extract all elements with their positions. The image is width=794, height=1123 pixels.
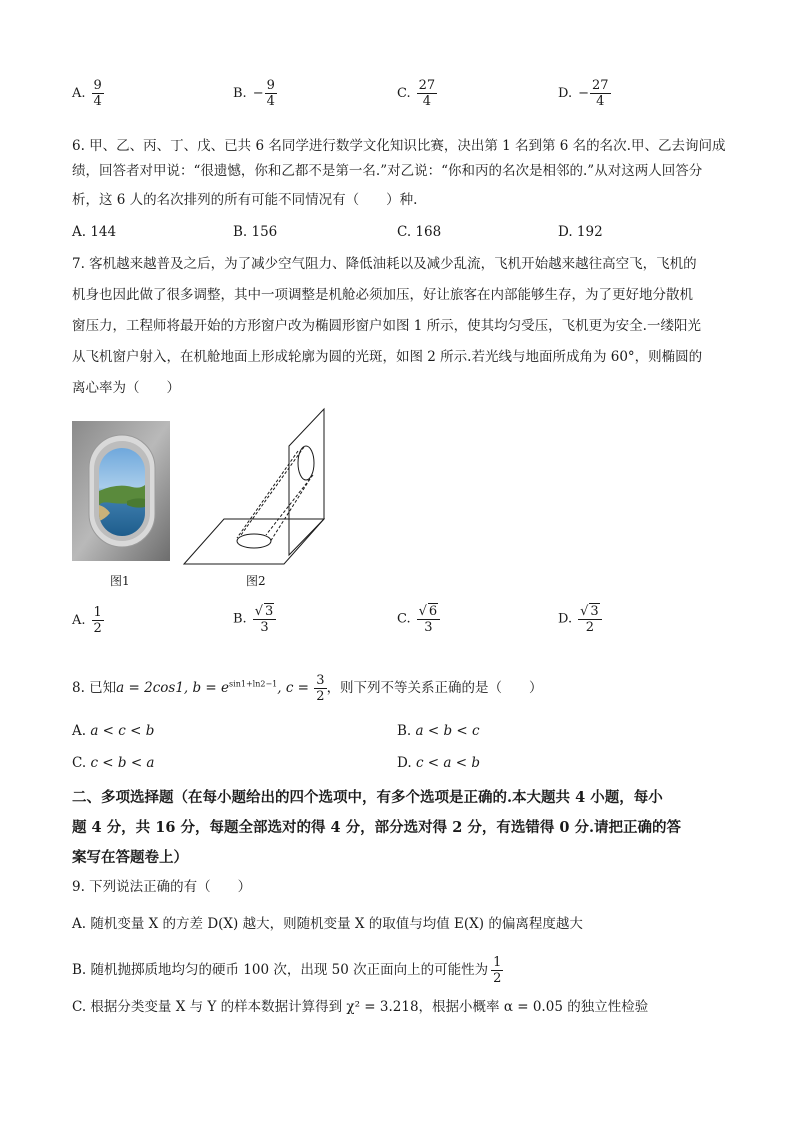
q7-line-2: 机身也因此做了很多调整，其中一项调整是机舱必须加压，好让旅客在内部能够生存，为了更好地分散机	[72, 287, 693, 303]
q6-line-2: 绩，回答者对甲说：“很遗憾，你和乙都不是第一名.”对乙说：“你和丙的名次是相邻的.”从对这两人回答分	[72, 163, 703, 179]
q5-option-a: A. $\frac{9}{4}$	[72, 78, 102, 109]
q6-option-a: A. 144	[72, 224, 117, 240]
q6-option-c: C. 168	[397, 224, 442, 240]
figure-1-airplane-window	[72, 421, 170, 561]
q6-line-3: 析，这 6 人的名次排列的所有可能不同情况有（ ）种.	[72, 192, 418, 208]
q5-option-c: C. $\frac{27}{4}$	[397, 78, 436, 109]
q7-line-4: 从飞机窗户射入，在机舱地面上形成轮廓为圆的光斑，如图 2 所示.若光线与地面所成角为 60°，则椭圆的	[72, 349, 703, 365]
q7-option-b: B. $\frac{√ 3}{3}$	[233, 603, 276, 635]
q9-option-a: A. 随机变量 X 的方差 D(X) 越大，则随机变量 X 的取值与均值 E(X) 的偏离程度越大	[72, 916, 583, 932]
q7-line-5: 离心率为（ ）	[72, 380, 180, 396]
q9-stem: 9. 下列说法正确的有（ ）	[72, 879, 252, 895]
section-2-heading-line-2: 题 4 分，共 16 分，每题全部选对的得 4 分，部分选对得 2 分，有选错得 0 分.请把正确的答	[72, 819, 682, 836]
q8-option-a: A. a < c < b	[72, 723, 155, 739]
section-2-heading-line-3: 案写在答题卷上）	[72, 849, 188, 866]
q8-option-d: D. c < a < b	[397, 755, 480, 771]
figure-2-caption: 图2	[246, 574, 266, 588]
q5-option-d: D. − $\frac{27}{4}$	[558, 78, 609, 109]
figure-1-caption: 图1	[110, 574, 130, 588]
q9-option-c: C. 根据分类变量 X 与 Y 的样本数据计算得到 χ² = 3.218，根据小概率 α = 0.05 的独立性检验	[72, 999, 649, 1015]
q7-option-c: C. $\frac{√ 6}{3}$	[397, 603, 440, 635]
q6-option-b: B. 156	[233, 224, 278, 240]
q6-option-d: D. 192	[558, 224, 603, 240]
q7-option-d: D. $\frac{√ 3}{2}$	[558, 603, 602, 635]
q8-option-b: B. a < b < c	[397, 723, 480, 739]
q7-line-3: 窗压力，工程师将最开始的方形窗户改为椭圆形窗户如图 1 所示，使其均匀受压，飞机更为安全.一缕阳光	[72, 318, 701, 334]
q9-option-b: B. 随机抛掷质地均匀的硬币 100 次，出现 50 次正面向上的可能性为 $\frac{1}{2}$	[72, 955, 502, 986]
q7-line-1: 7. 客机越来越普及之后，为了减少空气阻力、降低油耗以及减少乱流，飞机开始越来越往高空飞，飞机的	[72, 256, 697, 272]
section-2-heading-line-1: 二、多项选择题（在每小题给出的四个选项中，有多个选项是正确的.本大题共 4 小题，每小	[72, 789, 663, 806]
q8-stem: 8. 已知a = 2cos1, $b = e^{sin1+ln2-1}$, c = $\frac{3}{2}$ ，则下列不等关系正确的是（ ）	[72, 673, 543, 704]
q8-option-c: C. c < b < a	[72, 755, 155, 771]
q7-option-a: A. $\frac{1}{2}$	[72, 605, 102, 636]
q5-option-b: B. − $\frac{9}{4}$	[233, 78, 275, 109]
q6-line-1: 6. 甲、乙、丙、丁、戊、已共 6 名同学进行数学文化知识比赛，决出第 1 名到第 6 名的名次.甲、乙去询问成	[72, 138, 726, 154]
figure-2-light-diagram	[180, 405, 330, 567]
